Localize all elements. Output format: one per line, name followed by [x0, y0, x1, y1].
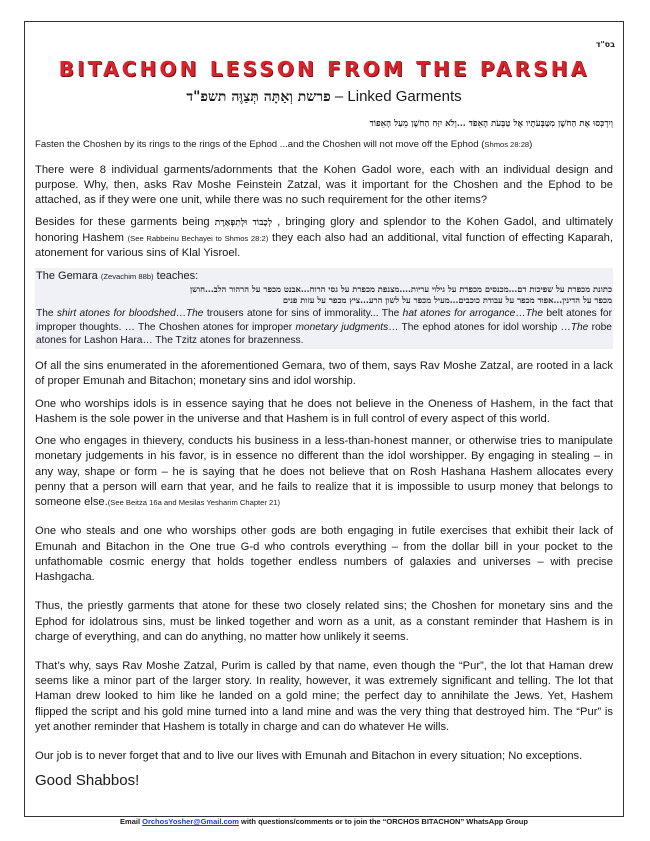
- p5-text: One who engages in thievery, conducts his business in a less-than-honest manner, or otherwise tries to manipulate monetary judgements in his favor, is in essence no different than the idol worshipper. By engaging in stealing – in any way, shape or form – he is saying that he does not believe that on Rosh Hashana Hashem allocates every penny that a person will earn that year, and he fails to realize that it is impossible to usurp money that belongs to someone else.: [35, 435, 613, 509]
- gemara-en-2: shirt atones for bloodshed: [56, 308, 176, 320]
- gemara-en-1: The: [36, 308, 57, 320]
- verse-hebrew: וְיִרְכְּסוּ אֶת הַחֹשֶׁן מִטַּבְּעֹתָיו אֶל טַבְּעֹת הָאֵפֹד ...וְלֹא יִזַּח הַחֹשֶׁן מֵעַל הָאֵפוֹד: [369, 119, 613, 129]
- p2-text-b: , bringing glory and splendor to the Kohen Gadol, and ultimately honoring Hashem: [35, 216, 614, 244]
- paragraph-purim: That’s why, says Rav Moshe Zatzal, Purim is called by that name, even though the “Pur”, the lot that Haman drew seems like a minor part of the larger story. In reality, however, it was extremely significant and telling. The lot that Haman drew looked to him like he landed on a gold mine; the perfect day to annihilate the Jews. Yet, Hashem flipped the script and his gold mine turned into a land mine and was the very thing that destroyed him. The “Pur” is yet another reminder that Hashem is totally in charge and can do whatever He wills.: [35, 659, 613, 733]
- footer-email-label: Email: [120, 817, 143, 826]
- subtitle-dash: –: [330, 88, 348, 105]
- closing-greeting: Good Shabbos!: [35, 772, 140, 790]
- page-title: BITACHON LESSON FROM THE PARSHA: [58, 57, 590, 81]
- verse-close: ): [529, 138, 533, 150]
- gemara-en-5: trousers atone for sins of immorality... The: [203, 308, 403, 320]
- paragraph-intro: There were 8 individual garments/adornments that the Kohen Gadol wore, each with an individual design and purpose. Why, then, asks Rav Moshe Feinstein Zatzal, was it important for the Choshen and the Ephod to be attached, as if they were one unit, while there was no such requirement for the other items?: [35, 163, 613, 207]
- verse-source: Shmos 28:28: [484, 139, 530, 149]
- gemara-en-3: …: [175, 308, 186, 320]
- gemara-heading: [36, 269, 612, 284]
- gemara-en-4: The: [185, 308, 204, 320]
- email-link[interactable]: OrchosYosher@Gmail.com: [142, 817, 239, 826]
- gemara-source: (Zevachim 88b): [100, 272, 154, 282]
- verse-english: [35, 138, 613, 151]
- paragraph-linked: Thus, the priestly garments that atone for these two closely related sins; the Choshen for monetary sins and the Ephod for idolatrous sins, must be linked together and worn as a unit, as a constant reminder that Hashem is in charge of everything, and can do anything, no matter how unlikely it seems.: [35, 600, 613, 643]
- paragraph-idol-worship: One who worships idols is in essence saying that he does not believe in the Oneness of Hashem, in the fact that Hashem is the sole power in the universe and that Hashem is in full control of every aspect of this world.: [35, 397, 613, 425]
- bsd-mark: בס"ד: [595, 40, 615, 49]
- gemara-teaches: teaches:: [153, 270, 199, 283]
- paragraph-thievery: [35, 434, 613, 510]
- p2-text-c: they each also had an additional, vital function of effecting Kaparah, atonement for various sins of Klal Yisroel.: [35, 231, 613, 259]
- gemara-label: The Gemara: [36, 270, 101, 283]
- p2-hebrew: לְכָבוֹד וּלְתִפְאָרֶת: [214, 218, 273, 229]
- gemara-en-8: The: [525, 308, 543, 320]
- gemara-en-6: hat atones for arrogance: [402, 308, 516, 320]
- footer-contact: [25, 817, 623, 826]
- gemara-hebrew-line-2: מכפר על הדינין...אפוד מכפר על עבודת כוכבים...מעיל מכפר על לשון הרע...ציץ מכפר על עזות פנים: [282, 295, 612, 306]
- gemara-en-13: robe atones for Lashon Hara… The Tzitz atones for brazenness.: [36, 321, 612, 346]
- paragraph-futile: One who steals and one who worships other gods are both engaging in futile exercises that exhibit their lack of Emunah and Bitachon in the One true G-d who controls everything – from the dollar bill in your pocket to the unfathomable cosmic energy that holds together endless numbers of galaxies and universes – with precise Hashgacha.: [35, 525, 613, 584]
- p5-source: (See Beitza 16a and Mesilas Yesharim Chapter 21): [107, 498, 280, 508]
- paragraph-conclusion: Our job is to never forget that and to live our lives with Emunah and Bitachon in every situation; No exceptions.: [35, 750, 583, 763]
- verse-english-text: Fasten the Choshen by its rings to the rings of the Ephod ...and the Choshen will not move off the Ephod (: [35, 138, 485, 150]
- paragraph-kavod: [35, 215, 613, 261]
- article-body: [35, 119, 613, 799]
- gemara-quote-box: [35, 268, 613, 349]
- gemara-en-10: monetary judgments: [295, 321, 389, 333]
- gemara-en-11: … The ephod atones for idol worship …: [388, 321, 571, 333]
- gemara-en-7: …: [515, 308, 526, 320]
- p2-text-a: Besides for these garments being: [35, 216, 215, 229]
- page-subtitle: [25, 88, 623, 106]
- parsha-name: פרשת וְאַתָּה תְּצַוֶּה תשפ"ד: [186, 89, 331, 105]
- paragraph-two-sins: Of all the sins enumerated in the aforementioned Gemara, two of them, says Rav Moshe Zatzal, are rooted in a lack of proper Emunah and Bitachon; monetary sins and idol worship.: [35, 360, 613, 388]
- gemara-en-9: belt atones for improper thoughts. … The Choshen atones for improper: [36, 308, 612, 333]
- gemara-translation: [36, 307, 612, 347]
- subtitle-english: Linked Garments: [347, 88, 462, 105]
- gemara-en-12: The: [570, 321, 589, 333]
- gemara-hebrew-line-1: כתונת מכפרת על שפיכות דם...מכנסים מכפרת על גילוי עריות....מצנפת מכפרת על גסי הרוח...אבנט מכפר על הרהור הלב...חושן: [189, 284, 612, 295]
- page-border: [24, 21, 624, 826]
- footer-rest: with questions/comments or to join the “ORCHOS BITACHON” WhatsApp Group: [238, 817, 528, 826]
- p2-source: (See Rabbeinu Bechayei to Shmos 28:2): [127, 233, 269, 243]
